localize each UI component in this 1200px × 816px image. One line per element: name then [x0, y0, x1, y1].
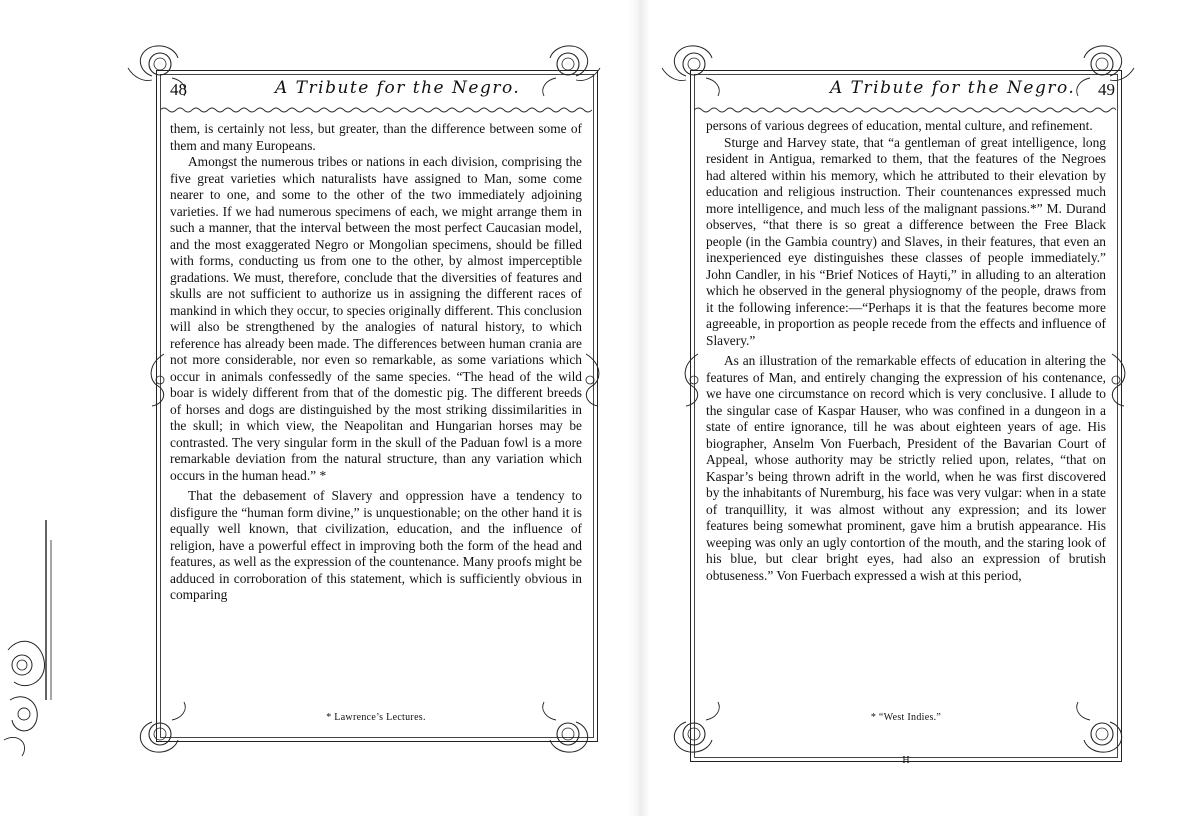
footnote: * “West Indies.”	[870, 712, 942, 723]
margin-scroll-ornament	[0, 500, 70, 770]
running-title: A Tribute for the Negro.	[830, 78, 1076, 98]
running-head	[100, 78, 630, 106]
right-page	[648, 20, 1148, 766]
footnote: * Lawrence’s Lectures.	[326, 712, 426, 723]
page-number: 49	[1098, 80, 1115, 99]
paragraph: Amongst the numerous tribes or nations in each division, comprising the five great varieties which naturalists have assigned to Man, some come nearer to one, and some to the other of the two immediately adjoining varieties. If we had numerous specimens of each, we might arrange them in such a manner, that the interval between the most perfect Caucasian model, and the most exaggerated Negro or Mongolian specimens, should be filled with forms, conducting us from one to the other, by almost imperceptible gradations. We must, therefore, conclude that the diversities of features and skulls are not sufficient to authorize us in assigning the different races of mankind in which they occur, to species originally different. This conclusion will also be strengthened by the analogies of natural history, to which reference has already been made. The differences between human crania are not more considerable, nor even so remarkable, as some variations which occur in animals confessedly of the same species. “The head of the wild boar is widely different from that of the domestic pig. The different breeds of horses and dogs are distinguished by the most striking dissimilarities in the skull; in which view, the Neapolitan and Hungarian horses may be contrasted. The very singular form in the skull of the Paduan fowl is a more remarkable deviation from the natural structure, than any variation which occurs in the human head.” *	[170, 154, 582, 483]
running-head	[648, 78, 1148, 106]
corner-ornament-bottom-left	[122, 700, 192, 760]
left-page	[100, 20, 630, 760]
paragraph: Sturge and Harvey state, that “a gentleman of great intelligence, long resident in Antigua, remarked to them, that the features of the Negroes had altered within his memory, which he attributed to their elevation by education and religious instruction. Their countenances expressed much more intelligence, and much less of the malignant passions.*” M. Durand observes, “that there is so great a difference between the Free Black people (in the Gambia country) and Slaves, in their features, that even an inexperienced eye distinguishes these classes of people immediately.” John Candler, in his “Brief Notices of Hayti,” in alluding to an alteration which he observed in the general physiognomy of the people, draws from it the following inference:—“Perhaps it is that the features become more agreeable, in proportion as people recede from the effects and influence of Slavery.”	[706, 134, 1106, 348]
paragraph: them, is certainly not less, but greater, than the difference between some of them and many Europeans.	[170, 121, 582, 153]
page-number: 48	[170, 80, 187, 99]
signature-mark: H	[902, 755, 910, 766]
book-gutter	[628, 0, 650, 816]
paragraph: As an illustration of the remarkable effects of education in altering the features of Man, and entirely changing the expression of his contenance, we have one circumstance on record which is very conclusive. I allude to the singular case of Kaspar Hauser, who was confined in a dungeon in a state of entire ignorance, till he was about eighteen years of age. His biographer, Anselm Von Fuerbach, President of the Bavarian Court of Appeal, whose authority may be strictly relied upon, relates, “that on Kaspar’s being thrown adrift in the world, when he was first discovered by the inhabitants of Nuremburg, his face was very vulgar: when in a state of tranquillity, it was almost without any expression; and its lower features being somewhat prominent, gave him a brutish appearance. His weeping was only an ugly contortion of the mouth, and the staring look of his blue, but clear bright eyes, had also an expression of brutish obtuseness.” Von Fuerbach expressed a wish at this period,	[706, 353, 1106, 583]
wavy-head-rule	[160, 106, 592, 114]
body-text	[706, 118, 1106, 584]
corner-ornament-bottom-right	[536, 700, 606, 760]
running-title: A Tribute for the Negro.	[275, 78, 521, 98]
wavy-head-rule	[694, 106, 1116, 114]
corner-ornament-bottom-left	[656, 700, 726, 760]
body-text	[170, 121, 582, 604]
paragraph: That the debasement of Slavery and oppression have a tendency to disfigure the “human form divine,” is unquestionable; on the other hand it is equally well known, that civilization, education, and the influence of religion, have a powerful effect in improving both the form of the head and features, as well as the expression of the countenance. Many proofs might be adduced in corroboration of this statement, which is sufficiently obvious in comparing	[170, 488, 583, 602]
paragraph: persons of various degrees of education, mental culture, and refinement.	[706, 118, 1093, 133]
corner-ornament-bottom-right	[1070, 700, 1140, 760]
